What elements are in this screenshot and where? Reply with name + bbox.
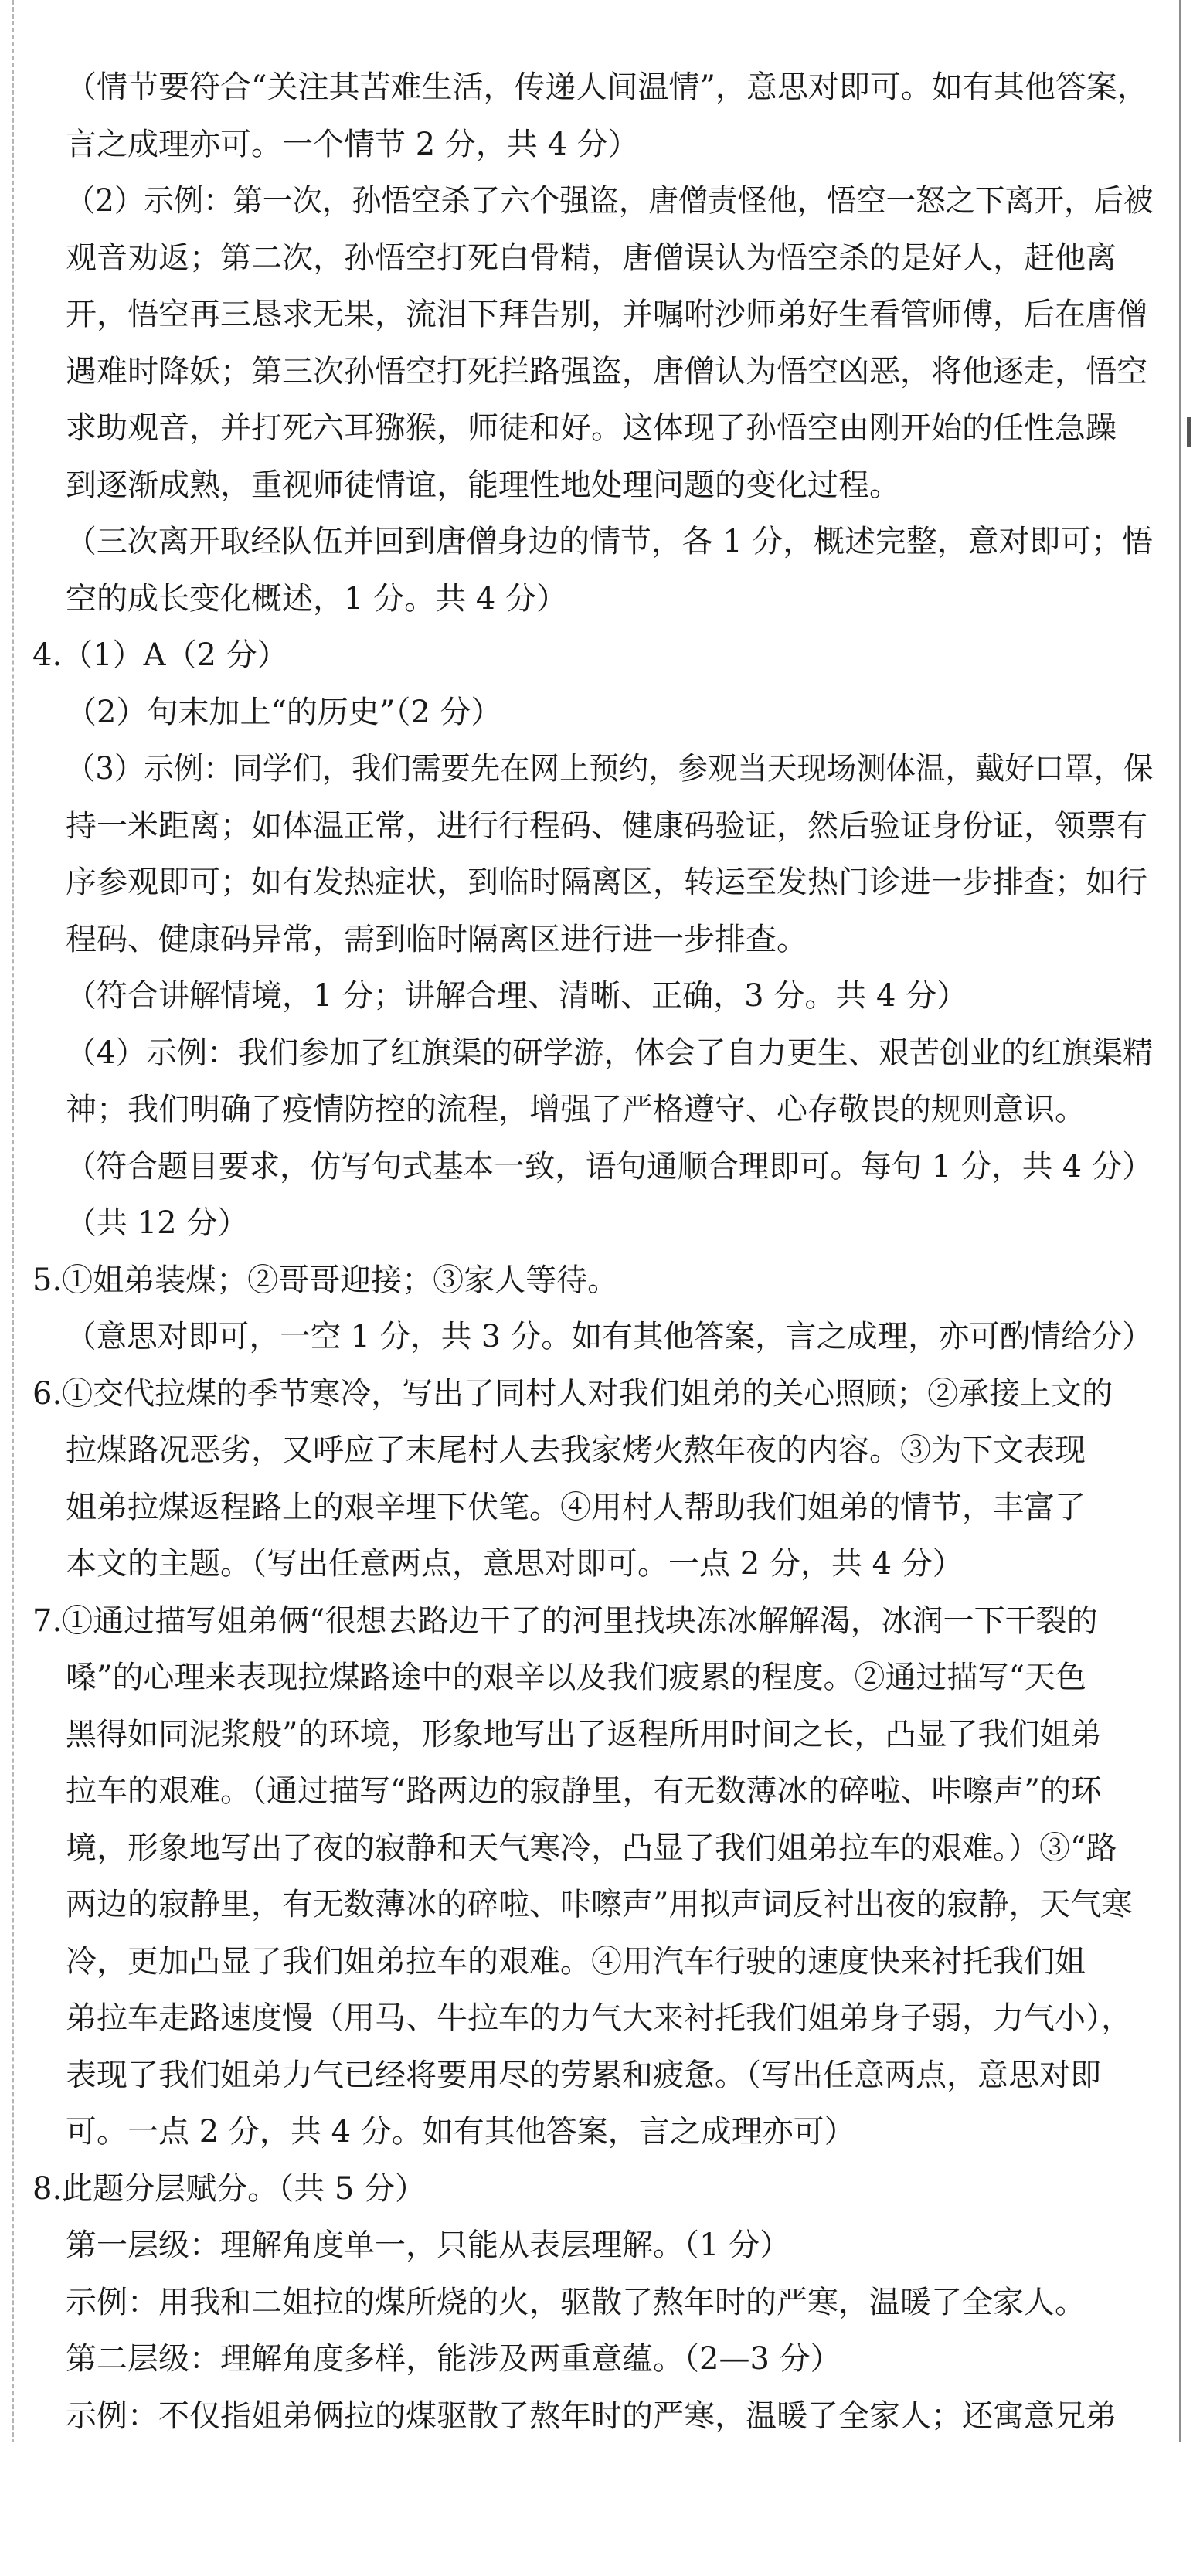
text-line: 言之成理亦可。一个情节 2 分，共 4 分）: [66, 127, 639, 162]
text-line: 7.①通过描写姐弟俩“很想去路边干了的河里找块冻冰解解渴，冰润一下干裂的: [32, 1603, 1098, 1639]
text-line: （2）示例：第一次，孙悟空杀了六个强盗，唐僧责怪他，悟空一怒之下离开，后被: [66, 183, 1154, 219]
page-bottom-margin: [0, 2442, 1193, 2576]
text-line: 示例：用我和二姐拉的煤所烧的火，驱散了熬年时的严寒，温暖了全家人。: [66, 2285, 1086, 2320]
text-line: 持一米距离；如体温正常，进行行程码、健康码验证，然后验证身份证，领票有: [66, 808, 1147, 844]
text-line: 开，悟空再三恳求无果，流泪下拜告别，并嘱咐沙师弟好生看管师傅，后在唐僧: [66, 297, 1147, 332]
text-line: 第二层级：理解角度多样，能涉及两重意蕴。（2—3 分）: [66, 2341, 841, 2377]
text-line: 两边的寂静里，有无数薄冰的碎啦、咔嚓声”用拟声词反衬出夜的寂静，天气寒: [66, 1887, 1133, 1922]
text-line: 拉车的艰难。（通过描写“路两边的寂静里，有无数薄冰的碎啦、咔嚓声”的环: [66, 1773, 1102, 1809]
text-line: （情节要符合“关注其苦难生活，传递人间温情”，意思对即可。如有其他答案，: [66, 70, 1148, 105]
text-line: 可。一点 2 分，共 4 分。如有其他答案，言之成理亦可）: [66, 2114, 855, 2149]
text-line: 姐弟拉煤返程路上的艰辛埋下伏笔。④用村人帮助我们姐弟的情节，丰富了: [66, 1490, 1086, 1525]
text-line: （三次离开取经队伍并回到唐僧身边的情节，各 1 分，概述完整，意对即可；悟: [66, 524, 1153, 559]
text-line: 第一层级：理解角度单一，只能从表层理解。（1 分）: [66, 2228, 791, 2263]
text-line: （3）示例：同学们，我们需要先在网上预约，参观当天现场测体温，戴好口罩，保: [66, 751, 1154, 787]
binding-dashed-line: [12, 0, 14, 2576]
text-line: 5.①姐弟装煤；②哥哥迎接；③家人等待。: [32, 1263, 619, 1298]
text-line: 黑得如同泥浆般”的环境，形象地写出了返程所用时间之长，凸显了我们姐弟: [66, 1717, 1102, 1752]
edge-mark: [1187, 417, 1191, 447]
text-line: （共 12 分）: [66, 1205, 249, 1241]
text-line: 弟拉车走路速度慢（用马、牛拉车的力气大来衬托我们姐弟身子弱，力气小），: [66, 2000, 1132, 2036]
text-line: 遇难时降妖；第三次孙悟空打死拦路强盗，唐僧认为悟空凶恶，将他逐走，悟空: [66, 354, 1147, 389]
text-line: （4）示例：我们参加了红旗渠的研学游，体会了自力更生、艰苦创业的红旗渠精: [66, 1035, 1154, 1071]
text-line: 表现了我们姐弟力气已经将要用尽的劳累和疲惫。（写出任意两点，意思对即: [66, 2058, 1101, 2093]
text-line: 求助观音，并打死六耳猕猴，师徒和好。这体现了孙悟空由刚开始的任性急躁: [66, 410, 1117, 446]
text-line: 6.①交代拉煤的季节寒冷，写出了同村人对我们姐弟的关心照顾；②承接上文的: [32, 1376, 1113, 1412]
text-line: 8.此题分层赋分。（共 5 分）: [32, 2171, 427, 2207]
text-line: 观音劝返；第二次，孙悟空打死白骨精，唐僧误认为悟空杀的是好人，赶他离: [66, 240, 1117, 276]
text-line: 空的成长变化概述，1 分。共 4 分）: [66, 581, 568, 617]
text-line: 到逐渐成熟，重视师徒情谊，能理性地处理问题的变化过程。: [66, 467, 900, 503]
text-line: 境，形象地写出了夜的寂静和天气寒冷，凸显了我们姐弟拉车的艰难。）③“路: [66, 1830, 1117, 1866]
text-line: 序参观即可；如有发热症状，到临时隔离区，转运至发热门诊进一步排查；如行: [66, 865, 1147, 900]
text-line: 示例：不仅指姐弟俩拉的煤驱散了熬年时的严寒，温暖了全家人；还寓意兄弟: [66, 2398, 1117, 2434]
text-line: 4.（1）A（2 分）: [32, 637, 288, 673]
text-line: （符合题目要求，仿写句式基本一致，语句通顺合理即可。每句 1 分，共 4 分）: [66, 1149, 1153, 1184]
text-line: 本文的主题。（写出任意两点，意思对即可。一点 2 分，共 4 分）: [66, 1546, 964, 1582]
text-line: （2）句末加上“的历史”（2 分）: [66, 695, 502, 730]
text-line: 拉煤路况恶劣，又呼应了末尾村人去我家烤火熬年夜的内容。③为下文表现: [66, 1432, 1086, 1468]
page-edge-rule: [1179, 0, 1181, 2576]
text-line: 神；我们明确了疫情防控的流程，增强了严格遵守、心存敬畏的规则意识。: [66, 1092, 1086, 1127]
text-line: 程码、健康码异常，需到临时隔离区进行进一步排查。: [66, 922, 807, 957]
text-line: 冷，更加凸显了我们姐弟拉车的艰难。④用汽车行驶的速度快来衬托我们姐: [66, 1944, 1086, 1980]
text-line: （符合讲解情境，1 分；讲解合理、清晰、正确，3 分。共 4 分）: [66, 978, 968, 1014]
text-line: 嗓”的心理来表现拉煤路途中的艰辛以及我们疲累的程度。②通过描写“天色: [66, 1660, 1086, 1695]
text-line: （意思对即可，一空 1 分，共 3 分。如有其他答案，言之成理，亦可酌情给分）: [66, 1319, 1153, 1354]
